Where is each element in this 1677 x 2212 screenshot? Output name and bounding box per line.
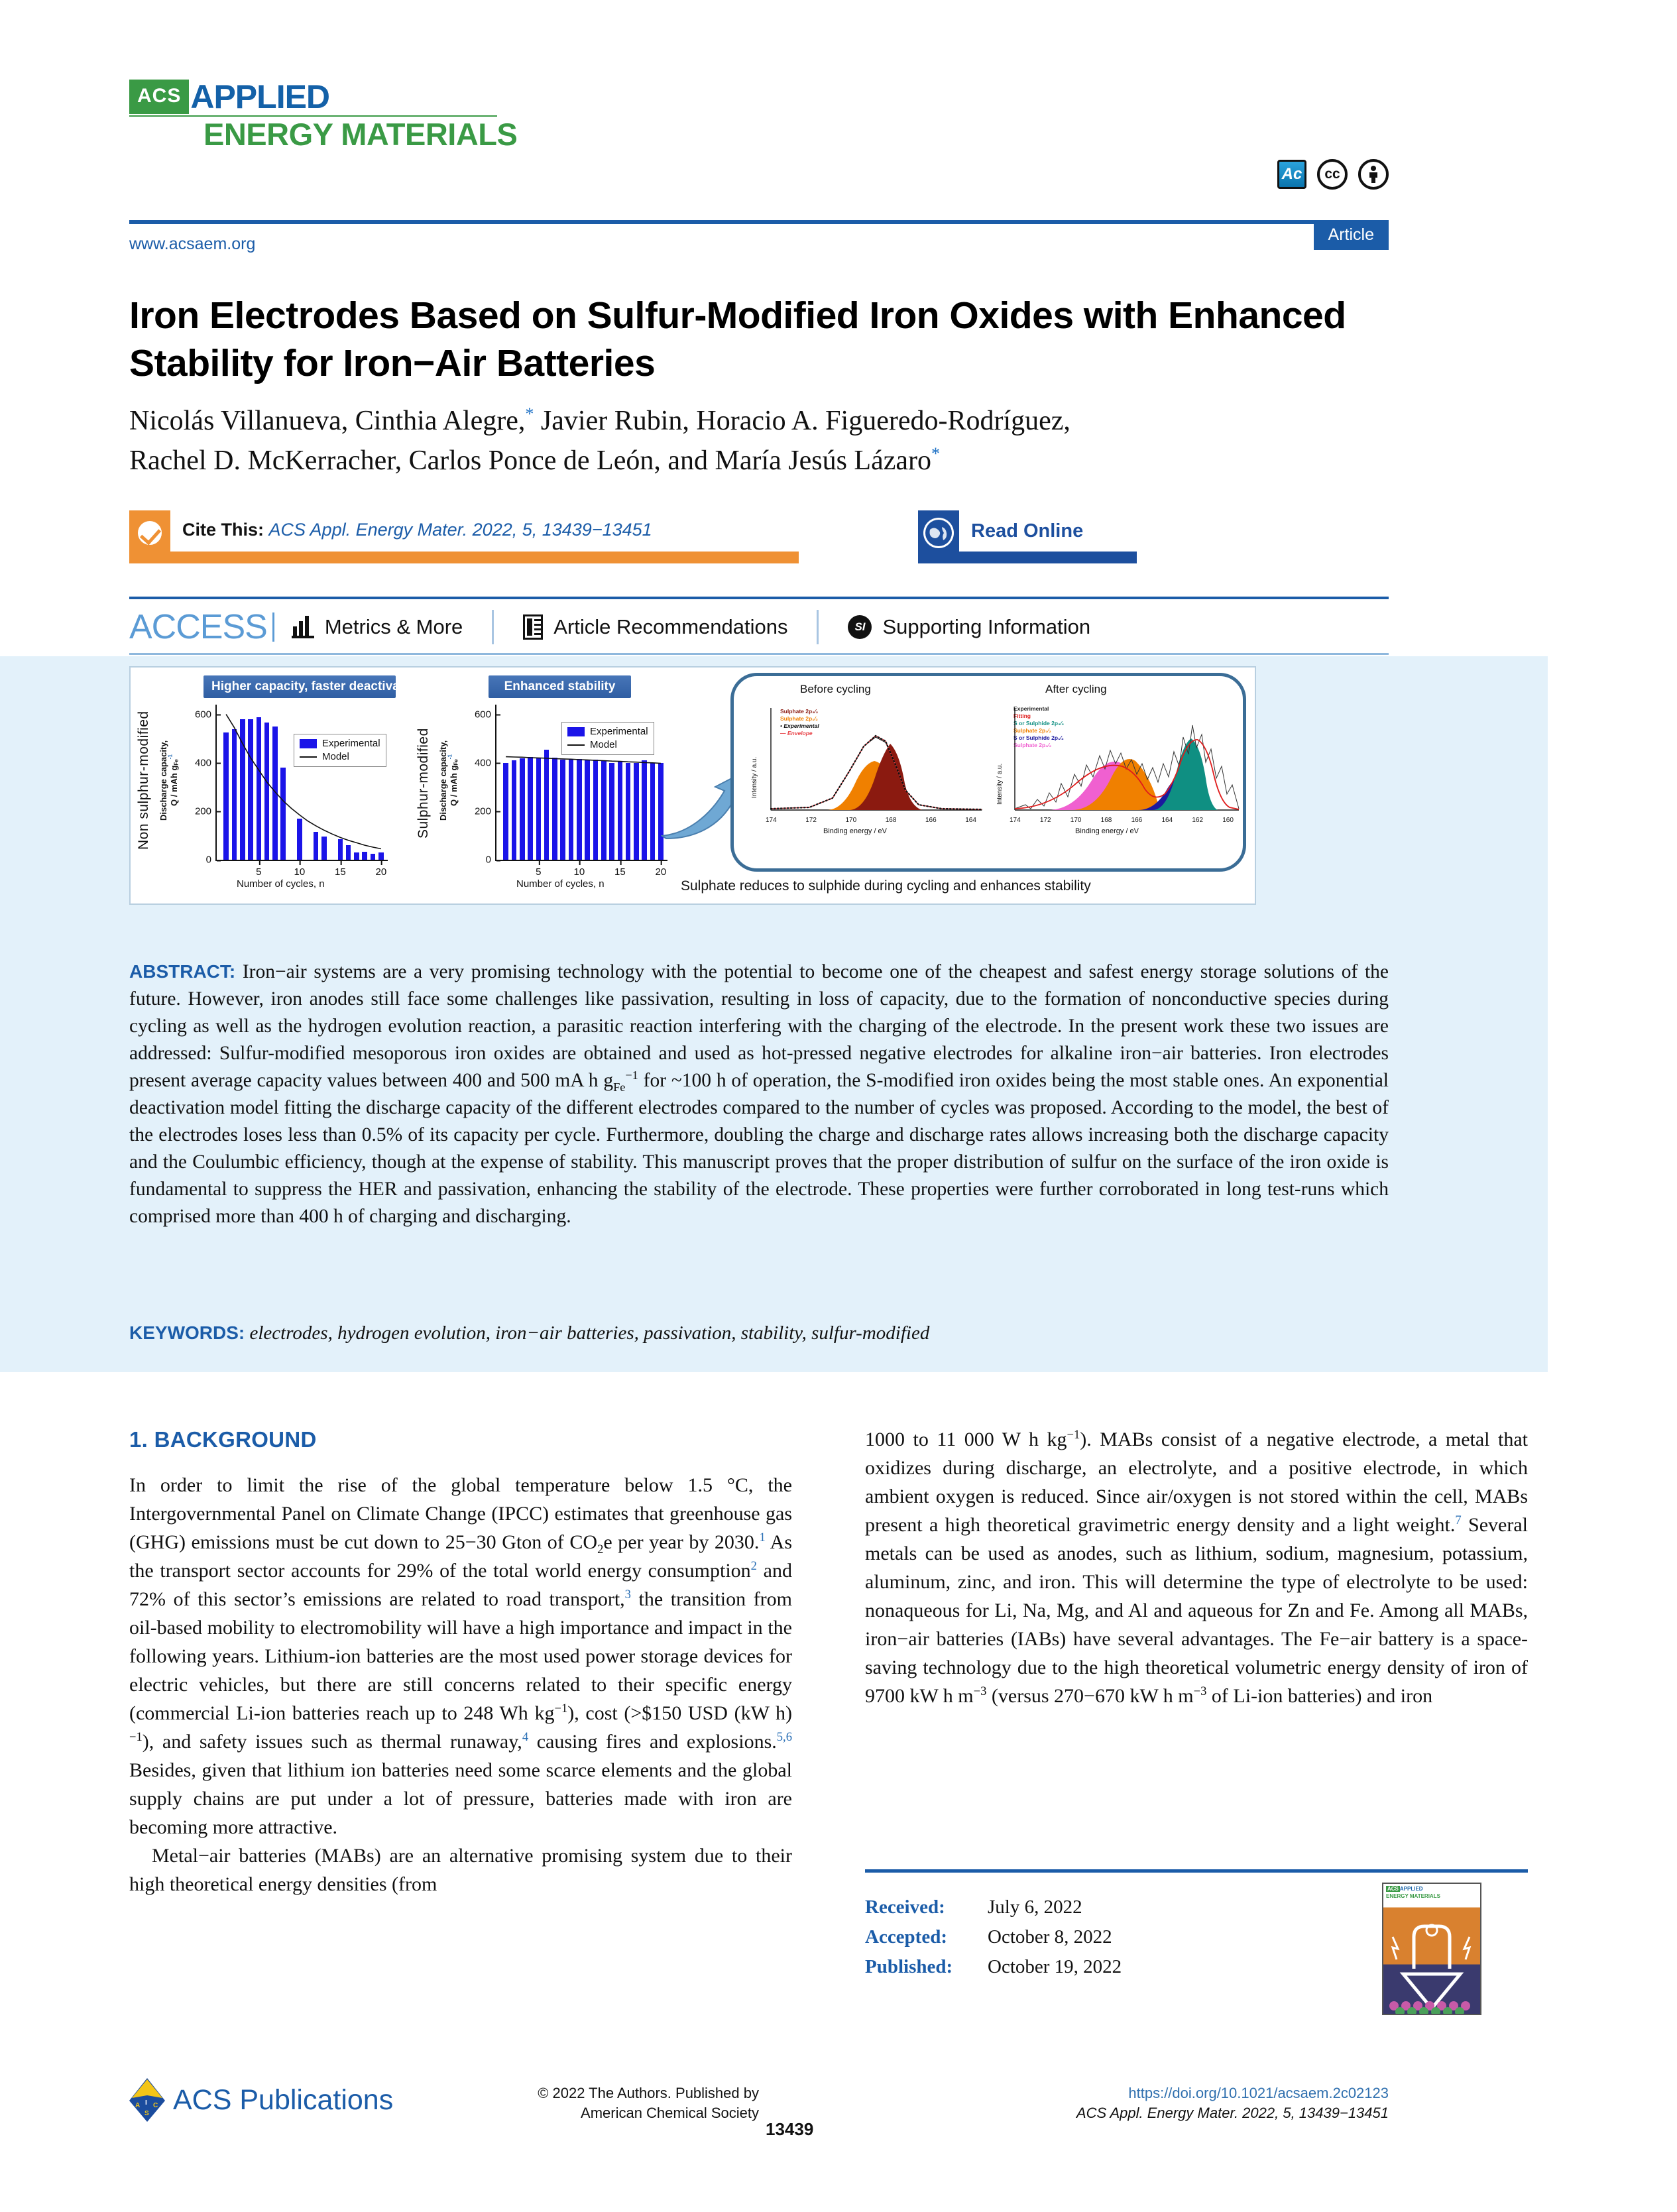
toc-y2-l1: Discharge capacity, xyxy=(438,740,448,821)
accepted-row xyxy=(865,1922,1302,1952)
abstract-sub-fe: Fe xyxy=(613,1080,626,1094)
xps-after-legend-4: S or Sulphide 2p₁⁄₂ xyxy=(1013,734,1064,741)
chart1-model-line xyxy=(215,705,388,861)
chart1-xtick: 15 xyxy=(335,861,346,878)
publication-dates xyxy=(865,1892,1302,1982)
toc-left-row-label: Non sulphur-modified xyxy=(136,711,151,850)
rp1d: (versus 270−670 kW h m xyxy=(986,1685,1194,1707)
citation-ref-5-6[interactable]: 5,6 xyxy=(776,1730,792,1744)
rp1sup3: −3 xyxy=(1193,1684,1207,1698)
doi-anchor[interactable]: https://doi.org/10.1021/acsaem.2c02123 xyxy=(1128,2085,1389,2101)
cover-thumb-logo xyxy=(1386,1886,1423,1892)
xps-after-tick-0: 174 xyxy=(1010,817,1021,824)
cover-thumb-art xyxy=(1383,1908,1480,2014)
cite-label: Cite This: xyxy=(182,520,264,540)
copyright-block xyxy=(481,2083,759,2123)
xps-after-legend-0: Experimental xyxy=(1013,705,1049,712)
xps-after-tick-1: 172 xyxy=(1039,817,1051,824)
cover-thumb-acs: ACS xyxy=(1387,1886,1399,1892)
xps-after-tick-5: 164 xyxy=(1161,817,1173,824)
metrics-icon xyxy=(292,616,314,638)
chart1-xtick: 10 xyxy=(294,861,306,878)
abstract-text-part2: for ~100 h of operation, the S-modified iron oxides being the most stable ones. An exponential deactivation model fitting the discharge capacity of the different electrodes compared to the number of cycles was proposed. According to the model, the best of the electrodes loses less than 0.5% of its capacity per cycle. Furthermore, doubling the charge and discharge rates allows increasing both the discharge capacity and the Coulumbic efficiency, though at the expense of stability. This manuscript proves that the proper distribution of sulfur on the surface of the iron oxide is fundamental to suppress the HER and passivation, enhancing the stability of the electrode. These properties were further corroborated in long test-runs which comprised more than 400 h of charging and discharging. xyxy=(129,1070,1389,1227)
published-label: Published: xyxy=(865,1956,953,1977)
article-recommendations-button[interactable] xyxy=(523,614,787,640)
xps-before-tick-3: 168 xyxy=(885,817,897,824)
rp1e: of Li-ion batteries) and iron xyxy=(1206,1685,1433,1707)
journal-url[interactable]: www.acsaem.org xyxy=(129,235,256,253)
read-accent-foot xyxy=(918,552,1137,563)
paragraph-left-1 xyxy=(129,1471,792,1841)
acs-publications-logo xyxy=(129,2078,393,2122)
xps-after-legend-5: Sulphate 2p₃⁄₂ xyxy=(1013,742,1052,748)
svg-text:C: C xyxy=(153,2102,158,2109)
access-separator-1 xyxy=(492,610,494,644)
supporting-information-label: Supporting Information xyxy=(882,615,1091,638)
xps-before-tick-2: 170 xyxy=(845,817,857,824)
xps-before-xticks xyxy=(766,817,976,824)
corresponding-author-marker-1: * xyxy=(525,404,534,424)
chart2-xtick: 20 xyxy=(656,861,667,878)
xps-before-legend-3: — Envelope xyxy=(780,730,813,736)
svg-text:S: S xyxy=(145,2110,149,2117)
access-label[interactable]: ACCESS xyxy=(129,608,267,646)
lp1e: the transition from oil-based mobility to electromobility will have a high importance and impact in the following years. Lithium-ion batteries are the most used power storage devices for electric vehicles, but there are still concerns related to their specific energy (commercial Li-ion batteries reach up to 248 Wh kg xyxy=(129,1588,792,1724)
svg-text:A: A xyxy=(135,2102,141,2109)
article-recommendations-icon xyxy=(523,614,543,640)
xps-before-tick-0: 174 xyxy=(766,817,777,824)
access-rule-top xyxy=(129,597,1389,599)
access-separator-2 xyxy=(817,610,819,644)
xps-after-x-label: Binding energy / eV xyxy=(1075,827,1139,835)
xps-before-legend-0: Sulphate 2p₃⁄₂ xyxy=(780,708,819,715)
toc-graphic xyxy=(129,666,1256,905)
xps-before-title: Before cycling xyxy=(800,683,871,695)
article-type-badge: Article xyxy=(1314,221,1389,250)
xps-before-tick-5: 164 xyxy=(965,817,976,824)
toc-y-sub: Fe xyxy=(173,759,180,766)
legend-line xyxy=(300,756,317,758)
toc-caption: Sulphate reduces to sulphide during cycling and enhances stability xyxy=(681,878,1091,894)
citation-ref-4[interactable]: 4 xyxy=(522,1730,529,1744)
rp1sup1: −1 xyxy=(1067,1428,1080,1442)
citation-ref-2[interactable]: 2 xyxy=(750,1559,757,1573)
legend-experimental: Experimental xyxy=(567,725,648,738)
cc-attribution-icon[interactable] xyxy=(1358,159,1389,190)
page-title: Iron Electrodes Based on Sulfur-Modified Iron Oxides with Enhanced Stability for Iron−Air Batteries xyxy=(129,294,1346,384)
copyright-line-1: © 2022 The Authors. Published by xyxy=(538,2085,759,2101)
chart2-xtick: 15 xyxy=(614,861,626,878)
cite-text xyxy=(182,520,652,540)
access-divider xyxy=(272,612,274,642)
masthead-applied: APPLIED xyxy=(190,78,330,115)
keywords xyxy=(129,1322,1389,1344)
xps-after-tick-4: 166 xyxy=(1131,817,1143,824)
cite-accent-foot xyxy=(129,552,799,563)
acs-logo-badge: ACS xyxy=(129,80,189,114)
toc-y2-sup: -1 xyxy=(447,754,453,760)
acs-triangle-icon xyxy=(129,2078,165,2122)
xps-after-tick-6: 162 xyxy=(1192,817,1204,824)
chart2-ytick: 600 xyxy=(475,709,495,720)
doi-block xyxy=(1076,2083,1389,2123)
header-divider xyxy=(129,220,1389,224)
toc-left-y-axis-label xyxy=(158,714,180,846)
person-glyph xyxy=(1367,166,1380,183)
toc-right-y-axis-label xyxy=(438,714,459,846)
lp1i: Besides, given that lithium ion batteries need some scarce elements and the global supply chains are put under a lot of pressure, batteries made with iron are becoming more attractive. xyxy=(129,1759,792,1838)
chart2-ytick: 200 xyxy=(475,805,495,817)
toc-right-x-axis-label: Number of cycles, n xyxy=(516,878,605,890)
lp1a: In order to limit the rise of the global temperature below 1.5 °C, the Intergovernmental Panel on Climate Change (IPCC) estimates that greenhouse gas (GHG) emissions must be cut down to 25−30 Gton of CO xyxy=(129,1474,792,1553)
header-url-row xyxy=(129,225,1389,262)
access-rule-bottom xyxy=(129,653,1389,655)
svg-text:I: I xyxy=(145,2099,147,2107)
author-list xyxy=(129,401,1289,481)
page-number: 13439 xyxy=(766,2119,814,2139)
xps-after-tick-7: 160 xyxy=(1222,817,1234,824)
paragraph-left-2: Metal−air batteries (MABs) are an alternative promising system due to their high theoretical energy densities (from xyxy=(129,1845,792,1895)
rp1c: Several metals can be used as anodes, such as lithium, sodium, magnesium, potassium, aluminum, zinc, and iron. This will determine the type of electrolyte to be used: nonaqueous for Li, Na, Mg, and Al and aqueous for Zn and Fe. Among all MABs, iron−air batteries (IABs) have several advantages. The Fe−air battery is a space-saving technology due to the high theoretical volumetric energy density of iron of 9700 kW h m xyxy=(865,1514,1528,1707)
lp1f: ), cost (>$150 USD (kW h) xyxy=(567,1702,793,1724)
legend-swatch xyxy=(300,739,317,748)
chart2-legend xyxy=(561,722,654,755)
xps-before-tick-1: 172 xyxy=(805,817,817,824)
creative-commons-icon[interactable]: cc xyxy=(1317,159,1348,190)
lp1sup2: −1 xyxy=(129,1730,143,1744)
received-row xyxy=(865,1892,1302,1922)
legend-experimental: Experimental xyxy=(300,737,380,750)
chart2-ytick: 400 xyxy=(475,757,495,768)
license-badges xyxy=(1277,159,1389,190)
xps-before-panel xyxy=(751,705,979,838)
xps-before-tick-4: 166 xyxy=(925,817,937,824)
toc-y2-sub: Fe xyxy=(453,759,459,766)
chart1-ytick: 400 xyxy=(195,757,215,768)
authors-line-1: Nicolás Villanueva, Cinthia Alegre, xyxy=(129,406,526,436)
keywords-text: electrodes, hydrogen evolution, iron−air batteries, passivation, stability, sulfur-modified xyxy=(245,1322,930,1344)
xps-after-tick-3: 168 xyxy=(1100,817,1112,824)
rp1a: 1000 to 11 000 W h kg xyxy=(865,1428,1067,1450)
abstract-label: ABSTRACT: xyxy=(129,961,236,982)
xps-after-legend-2: S or Sulphide 2p₃⁄₂ xyxy=(1013,720,1065,727)
lp1g: ), and safety issues such as thermal runaway, xyxy=(142,1731,522,1753)
chart2-xtick: 10 xyxy=(574,861,585,878)
chart1-ytick: 0 xyxy=(206,854,215,866)
section-heading-background: 1. BACKGROUND xyxy=(129,1427,317,1452)
chart1-xtick: 5 xyxy=(256,861,261,878)
toc-right-banner: Enhanced stability xyxy=(489,675,631,698)
xps-after-title: After cycling xyxy=(1045,683,1107,695)
xps-capsule xyxy=(730,673,1246,872)
cite-bar xyxy=(129,510,1389,563)
lp1sup1: −1 xyxy=(554,1702,568,1716)
copyright-line-2: American Chemical Society xyxy=(581,2105,759,2121)
read-online-label: Read Online xyxy=(971,520,1084,542)
chart1-legend xyxy=(294,734,386,767)
xps-after-legend-1: Fitting xyxy=(1013,713,1031,719)
doi-link[interactable] xyxy=(1076,2083,1389,2103)
xps-after-panel xyxy=(996,705,1238,838)
journal-masthead xyxy=(129,80,1389,166)
abstract-text-part1: Iron−air systems are a very promising technology with the potential to become one of the cheapest and safest energy storage solutions of the future. However, iron anodes still face some challenges like passivation, resulting in loss of capacity, due to the formation of nonconductive species during cycling as well as the hydrogen evolution reaction, a parasitic reaction interfering with the charging of the electrode. In the present work these two issues are addressed: Sulfur-modified mesoporous iron oxides are obtained and used as hot-pressed negative electrodes for alkaline iron−air batteries. Iron electrodes present average capacity values between 400 and 500 mA h g xyxy=(129,961,1389,1091)
toc-y-sup: -1 xyxy=(167,754,174,760)
corresponding-author-marker-2: * xyxy=(931,444,941,463)
legend-line xyxy=(567,744,585,746)
lp1b: e per year by 2030. xyxy=(603,1531,760,1553)
toc-y-l2: Q / mAh g xyxy=(169,765,179,806)
rp1sup2: −3 xyxy=(973,1684,987,1698)
citation-ref-1[interactable]: 1 xyxy=(759,1531,766,1544)
lp1sub: 2 xyxy=(597,1543,604,1556)
rp1b: ). MABs consist of a negative electrode, a metal that oxidizes during discharge, an electrolyte, and a positive electrode, in which ambient oxygen is reduced. Since air/oxygen is not stored within the cell, MABs present a high theoretical gravimetric energy density and a light weight. xyxy=(865,1428,1528,1536)
abstract xyxy=(129,958,1389,1230)
received-value: July 6, 2022 xyxy=(988,1896,1082,1918)
xps-after-legend-3: Sulphate 2p₁⁄₂ xyxy=(1013,727,1051,734)
published-value: October 19, 2022 xyxy=(988,1956,1122,1977)
xps-before-y-label: Intensity / a.u. xyxy=(751,756,758,798)
body-column-left xyxy=(129,1425,792,1898)
xps-after-y-label: Intensity / a.u. xyxy=(996,763,1004,805)
toc-chart-right xyxy=(474,705,667,878)
xps-before-plot xyxy=(763,705,988,817)
chart1-ytick: 600 xyxy=(195,709,215,720)
toc-left-banner: Higher capacity, faster deactivation xyxy=(203,675,396,698)
chart1-xtick: 20 xyxy=(376,861,387,878)
toc-left-x-axis-label: Number of cycles, n xyxy=(237,878,325,890)
authors-line-1b: Javier Rubin, Horacio A. Figueredo-Rodríguez, xyxy=(534,406,1070,436)
access-bar xyxy=(129,603,1389,651)
lp1d: and 72% of this sector’s emissions are related to road transport, xyxy=(129,1560,792,1610)
lp1c: As the transport sector accounts for 29% of the total world energy consumption xyxy=(129,1531,793,1582)
article-recommendations-label: Article Recommendations xyxy=(553,615,788,638)
dates-divider xyxy=(865,1869,1528,1873)
received-label: Received: xyxy=(865,1896,945,1918)
legend-model: Model xyxy=(300,750,380,764)
paragraph-right-1 xyxy=(865,1425,1528,1710)
supporting-information-button[interactable] xyxy=(848,615,1090,639)
toc-y-l1: Discharge capacity, xyxy=(158,740,168,821)
citation-ref-7[interactable]: 7 xyxy=(1455,1513,1462,1527)
chart2-ytick: 0 xyxy=(486,854,495,866)
published-row xyxy=(865,1952,1302,1982)
accepted-value: October 8, 2022 xyxy=(988,1926,1112,1948)
authors-line-2: Rachel D. McKerracher, Carlos Ponce de León, and María Jesús Lázaro xyxy=(129,445,932,476)
supporting-info-icon: SI xyxy=(848,615,872,639)
accepted-label: Accepted: xyxy=(865,1926,948,1948)
xps-after-plot xyxy=(1008,705,1247,817)
chart1-ytick: 200 xyxy=(195,805,215,817)
cover-thumb-energy: ENERGY MATERIALS xyxy=(1386,1893,1440,1899)
body-column-right xyxy=(865,1425,1528,1710)
citation-ref-3[interactable]: 3 xyxy=(624,1588,631,1601)
keywords-label: KEYWORDS: xyxy=(129,1322,245,1343)
toc-right-row-label: Sulphur-modified xyxy=(416,728,431,839)
toc-chart-left xyxy=(194,705,388,878)
xps-before-legend-2: • Experimental xyxy=(780,723,819,729)
legend-model: Model xyxy=(567,738,648,752)
chart2-xtick: 5 xyxy=(536,861,541,878)
toc-y2-l2: Q / mAh g xyxy=(449,765,459,806)
check-circle-icon xyxy=(135,518,164,548)
xps-after-tick-2: 170 xyxy=(1070,817,1082,824)
xps-before-x-label: Binding energy / eV xyxy=(823,827,888,835)
metrics-and-more-button[interactable] xyxy=(292,615,463,639)
xps-before-legend-1: Sulphate 2p₁⁄₂ xyxy=(780,715,818,722)
acs-publications-label: ACS Publications xyxy=(173,2083,394,2116)
cover-thumb-applied: APPLIED xyxy=(1399,1886,1423,1892)
cite-citation[interactable]: ACS Appl. Energy Mater. 2022, 5, 13439−13451 xyxy=(268,520,652,540)
lp1h: causing fires and explosions. xyxy=(528,1731,777,1753)
xps-after-xticks xyxy=(1010,817,1234,824)
legend-swatch xyxy=(567,727,585,736)
abstract-sup-m1: −1 xyxy=(625,1069,638,1082)
masthead-energy-materials: ENERGY MATERIALS xyxy=(203,117,518,152)
journal-reference: ACS Appl. Energy Mater. 2022, 5, 13439−13451 xyxy=(1076,2105,1389,2121)
metrics-label: Metrics & More xyxy=(324,615,463,638)
globe-icon xyxy=(923,518,954,548)
acs-authorchoice-icon[interactable]: Ac xyxy=(1277,160,1306,189)
journal-cover-thumbnail[interactable] xyxy=(1382,1883,1481,2015)
